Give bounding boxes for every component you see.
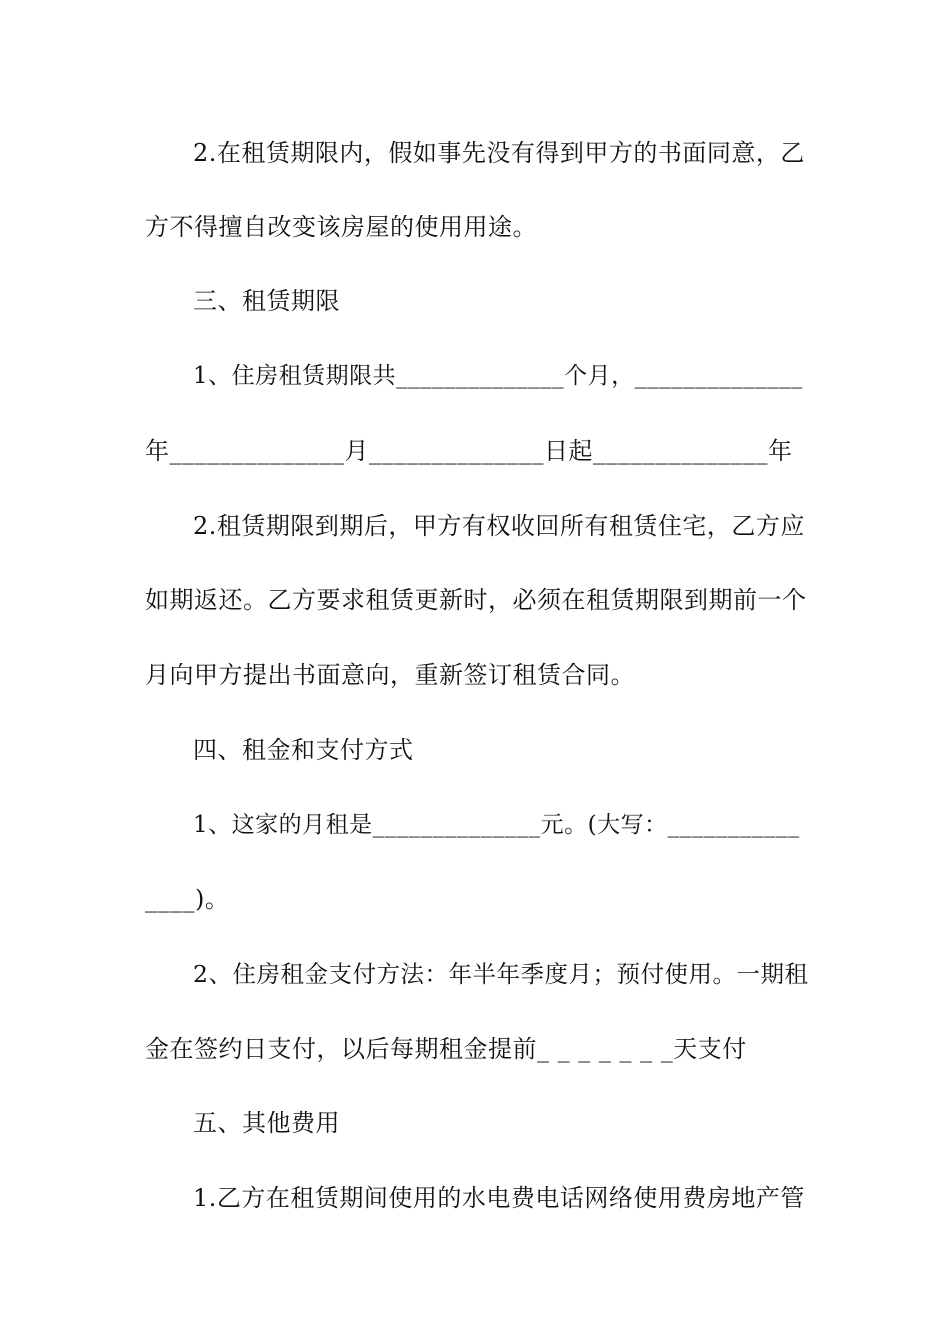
paragraph-line: 年______________月______________日起______________年	[145, 437, 793, 465]
section-heading: 三、租赁期限	[193, 287, 340, 315]
paragraph-line: 1、这家的月租是______________元。(大写：___________	[193, 812, 800, 838]
paragraph-line: 2、住房租金支付方法：年半年季度月；预付使用。一期租	[193, 960, 809, 988]
paragraph-line: 方不得擅自改变该房屋的使用用途。	[145, 213, 537, 241]
paragraph-line: 2.在租赁期限内，假如事先没有得到甲方的书面同意，乙	[193, 139, 805, 167]
paragraph-line: 如期返还。乙方要求租赁更新时，必须在租赁期限到期前一个	[145, 586, 807, 614]
section-heading: 四、租金和支付方式	[193, 736, 414, 764]
paragraph-line: 月向甲方提出书面意向，重新签订租赁合同。	[145, 661, 635, 689]
paragraph-line: 1.乙方在租赁期间使用的水电费电话网络使用费房地产管	[193, 1184, 805, 1212]
paragraph-line: ____)。	[145, 885, 230, 913]
paragraph-line: 2.租赁期限到期后，甲方有权收回所有租赁住宅，乙方应	[193, 512, 805, 540]
section-heading: 五、其他费用	[193, 1109, 340, 1137]
paragraph-line: 1、住房租赁期限共______________个月，______________	[193, 363, 803, 389]
paragraph-line: 金在签约日支付，以后每期租金提前_ _ _ _ _ _ _天支付	[145, 1035, 747, 1063]
